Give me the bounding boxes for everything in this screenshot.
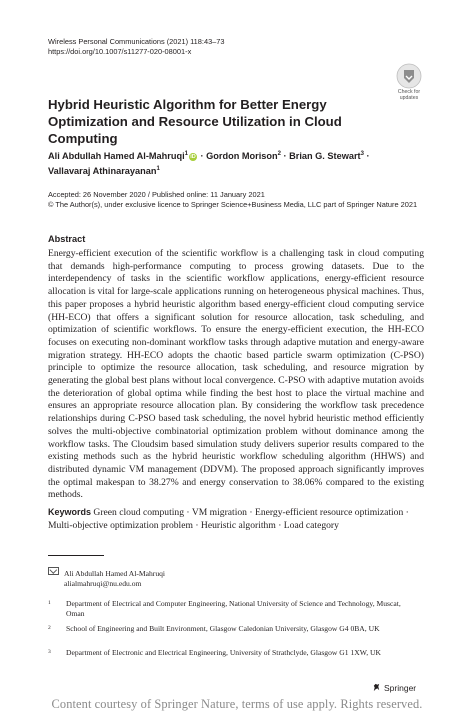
affiliation-text: Department of Electrical and Computer Engineering, National University of Science and Technology, Muscat, Oman [66,599,401,618]
author-3[interactable]: Brian G. Stewart [289,151,361,162]
courtesy-notice: Content courtesy of Springer Nature, terms of use apply. Rights reserved. [51,697,423,711]
doi-link[interactable]: https://doi.org/10.1007/s11277-020-08001-x [48,47,192,56]
abstract-text: Energy-efficient execution of the scientific workflow is a challenging task in cloud computing that demands high-performance computing to process growing datasets. Due to the interdependency of tasks in the scientific workflow applications, energy-efficient resource allocation is vital for large-scale applications running on heterogeneous physical machines. Thus, this paper proposes a hybrid heuristic algorithm based energy-efficient cloud computing service (HH-ECO) that offers a significant solution for resource allocation, task scheduling, and optimization of scientific workflows. To ensure the energy-efficient execution, the HH-ECO focuses on executing non-dominant workflow tasks through adaptive mutation and energy-aware migration strategy. HH-ECO adopts the chaotic based particle swarm optimization (C-PSO) principle to optimize the resource allocation, task scheduling, and resource migration by generating the global best plans without local convergence. C-PSO with adaptive mutation avoids the deterioration of global optima while finding the best host to place the virtual machine and ensures an appropriate resource allocation plan. By considering the workflow task precedence relationships during C-PSO based task scheduling, the novel hybrid heuristic method efficiently solves the multi-objective combinatorial optimization problem without dominance among the workflow tasks. The Cloudsim based simulation study delivers superior results compared to the existing methods such as the hybrid heuristic workflow scheduling algorithm (HHWS) and distributed dynamic VM management (DDVM). The proposed approach significantly improves the optimal makespan to 38.27% and energy conservation to 38.06% compared to the existing methods. [48,248,424,501]
envelope-icon [48,567,59,575]
paper-title: Hybrid Heuristic Algorithm for Better Energy Optimization and Resource Utilization in Cloud Computing [48,97,342,146]
journal-citation: Wireless Personal Communications (2021) 118:43–73 [48,37,225,46]
keywords-section [48,506,424,532]
keywords-text: Green cloud computing · VM migration · Energy-efficient resource optimization · Multi-objective optimization problem · Heuristic algorithm · Load category [48,507,409,531]
author-4-affil: 1 [156,165,160,172]
author-3-affil: 3 [360,151,364,157]
affiliation-3 [48,648,408,658]
copyright-notice: © The Author(s), under exclusive licence to Springer Science+Business Media, LLC part of Springer Nature 2021 [48,200,418,209]
author-2-affil: 2 [277,151,281,157]
publication-dates: Accepted: 26 November 2020 / Published online: 11 January 2021 [48,190,265,199]
publisher-name: Springer [384,683,417,693]
badge-line2: updates [399,95,419,101]
affiliation-text: Department of Electronic and Electrical Engineering, University of Strathclyde, Glasgow G1 1XW, UK [66,648,381,657]
author-4[interactable]: Vallavaraj Athinarayanan [48,165,157,176]
publisher-logo [372,683,416,693]
orcid-icon[interactable]: iD [190,154,196,161]
affiliation-1 [48,599,408,619]
abstract-heading: Abstract [48,234,86,244]
author-2[interactable]: Gordon Morison [206,151,278,162]
affiliation-text: School of Engineering and Built Environment, Glasgow Caledonian University, Glasgow G4 0BA, UK [66,624,380,633]
springer-horse-icon [372,683,381,692]
footnote-divider [48,555,104,556]
author-email[interactable]: alialmahruqi@nu.edu.om [64,579,142,588]
affiliation-2 [48,624,408,634]
badge-line1: Check for [397,89,421,95]
keywords-label: Keywords [48,507,92,517]
affiliation-number: 1 [48,600,51,606]
corresponding-author: Ali Abdullah Hamed Al-Mahruqi [64,569,166,578]
author-list [48,148,418,177]
author-1-affil: 1 [184,151,188,157]
author-separator: · [197,151,207,162]
author-separator: · [363,151,370,162]
author-separator: · [280,151,290,162]
affiliation-number: 2 [48,625,51,631]
author-1[interactable]: Ali Abdullah Hamed Al‑Mahruqi [48,151,185,162]
affiliation-number: 3 [48,649,51,655]
check-for-updates-icon [396,63,422,89]
correspondence [48,567,165,589]
